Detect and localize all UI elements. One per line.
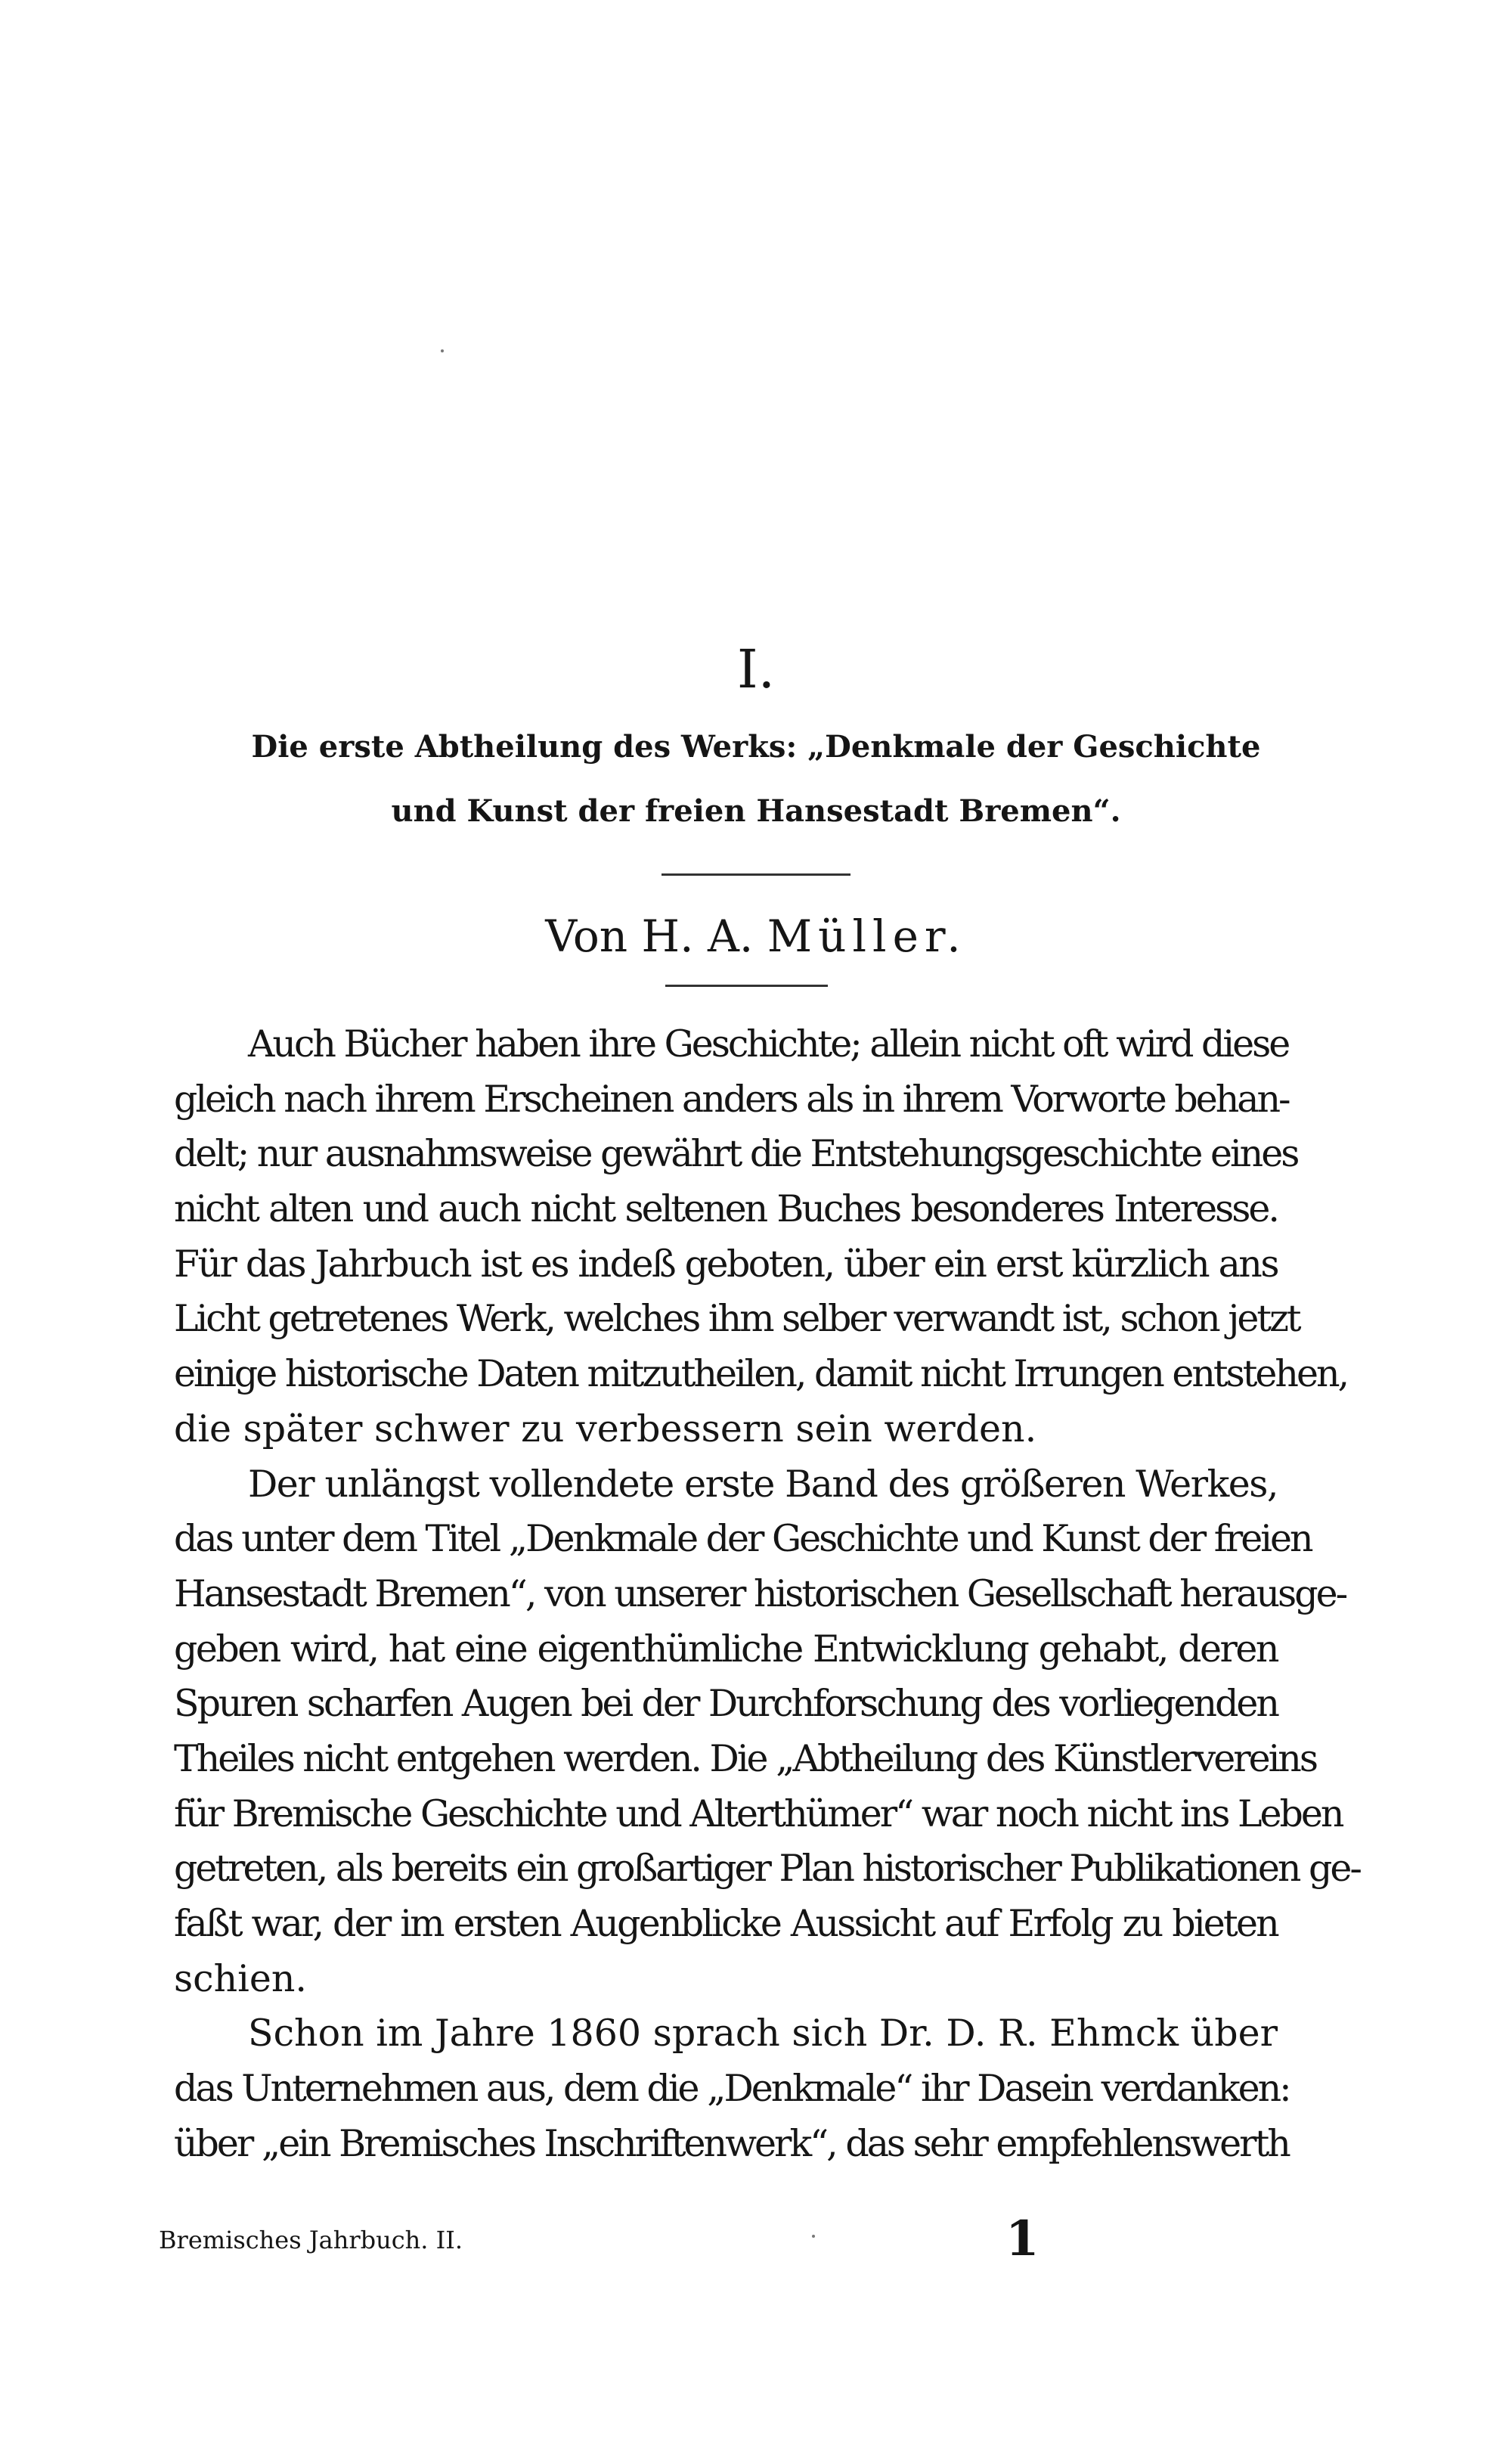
paper-speck xyxy=(441,349,444,352)
author-line xyxy=(0,907,1512,965)
body-text xyxy=(174,1017,1360,2171)
text-line: gleich nach ihrem Erscheinen anders als in ihrem Vorworte behan- xyxy=(174,1077,1289,1121)
text-line: Für das Jahrbuch ist es indeß geboten, über ein erst kürzlich ans xyxy=(174,1242,1278,1286)
text-line: Auch Bücher haben ihre Geschichte; allein nicht oft wird diese xyxy=(248,1022,1289,1066)
text-line: die später schwer zu verbessern sein werden. xyxy=(174,1407,1037,1450)
text-line: das unter dem Titel „Denkmale der Geschichte und Kunst der freien xyxy=(174,1517,1312,1561)
chapter-number: I. xyxy=(737,638,775,700)
text-line: Spuren scharfen Augen bei der Durchforschung des vorliegenden xyxy=(174,1682,1278,1726)
text-line: über „ein Bremisches Inschriftenwerk“, das sehr empfehlenswerth xyxy=(174,2121,1289,2165)
author-prefix: Von xyxy=(545,911,628,962)
chapter-title-line-2: und Kunst der freien Hansestadt Bremen“. xyxy=(391,793,1121,829)
text-line: Licht getretenes Werk, welches ihm selber verwandt ist, schon jetzt xyxy=(174,1297,1300,1341)
text-line: für Bremische Geschichte und Alterthümer“ war noch nicht ins Leben xyxy=(174,1792,1343,1835)
text-line: delt; nur ausnahmsweise gewährt die Entstehungsgeschichte eines xyxy=(174,1132,1298,1176)
author-initials: H. A. xyxy=(641,911,754,962)
chapter-title-line-1: Die erste Abtheilung des Werks: „Denkmale der Geschichte xyxy=(251,729,1261,765)
paper-speck xyxy=(812,2235,815,2238)
author-divider xyxy=(665,985,828,987)
text-line: einige historische Daten mitzutheilen, damit nicht Irrungen entstehen, xyxy=(174,1352,1348,1396)
text-line: Hansestadt Bremen“, von unserer historischen Gesellschaft herausge- xyxy=(174,1571,1346,1615)
text-line: Schon im Jahre 1860 sprach sich Dr. D. R. Ehmck über xyxy=(248,2012,1278,2055)
author-name: Müller. xyxy=(767,911,967,962)
text-line: Theiles nicht entgehen werden. Die „Abtheilung des Künstlervereins xyxy=(174,1736,1316,1780)
text-line: geben wird, hat eine eigenthümliche Entwicklung gehabt, deren xyxy=(174,1627,1278,1671)
title-divider xyxy=(662,873,850,876)
page-number: 1 xyxy=(1005,2211,1040,2267)
text-line: schien. xyxy=(174,1956,307,2000)
text-line: das Unternehmen aus, dem die „Denkmale“ ihr Dasein verdanken: xyxy=(174,2067,1290,2111)
text-line: Der unlängst vollendete erste Band des größeren Werkes, xyxy=(248,1462,1278,1506)
text-line: nicht alten und auch nicht seltenen Buches besonderes Interesse. xyxy=(174,1187,1278,1231)
text-line: getreten, als bereits ein großartiger Plan historischer Publikationen ge- xyxy=(174,1847,1360,1891)
text-line: faßt war, der im ersten Augenblicke Aussicht auf Erfolg zu bieten xyxy=(174,1902,1278,1945)
footer-signature: Bremisches Jahrbuch. II. xyxy=(159,2226,463,2254)
